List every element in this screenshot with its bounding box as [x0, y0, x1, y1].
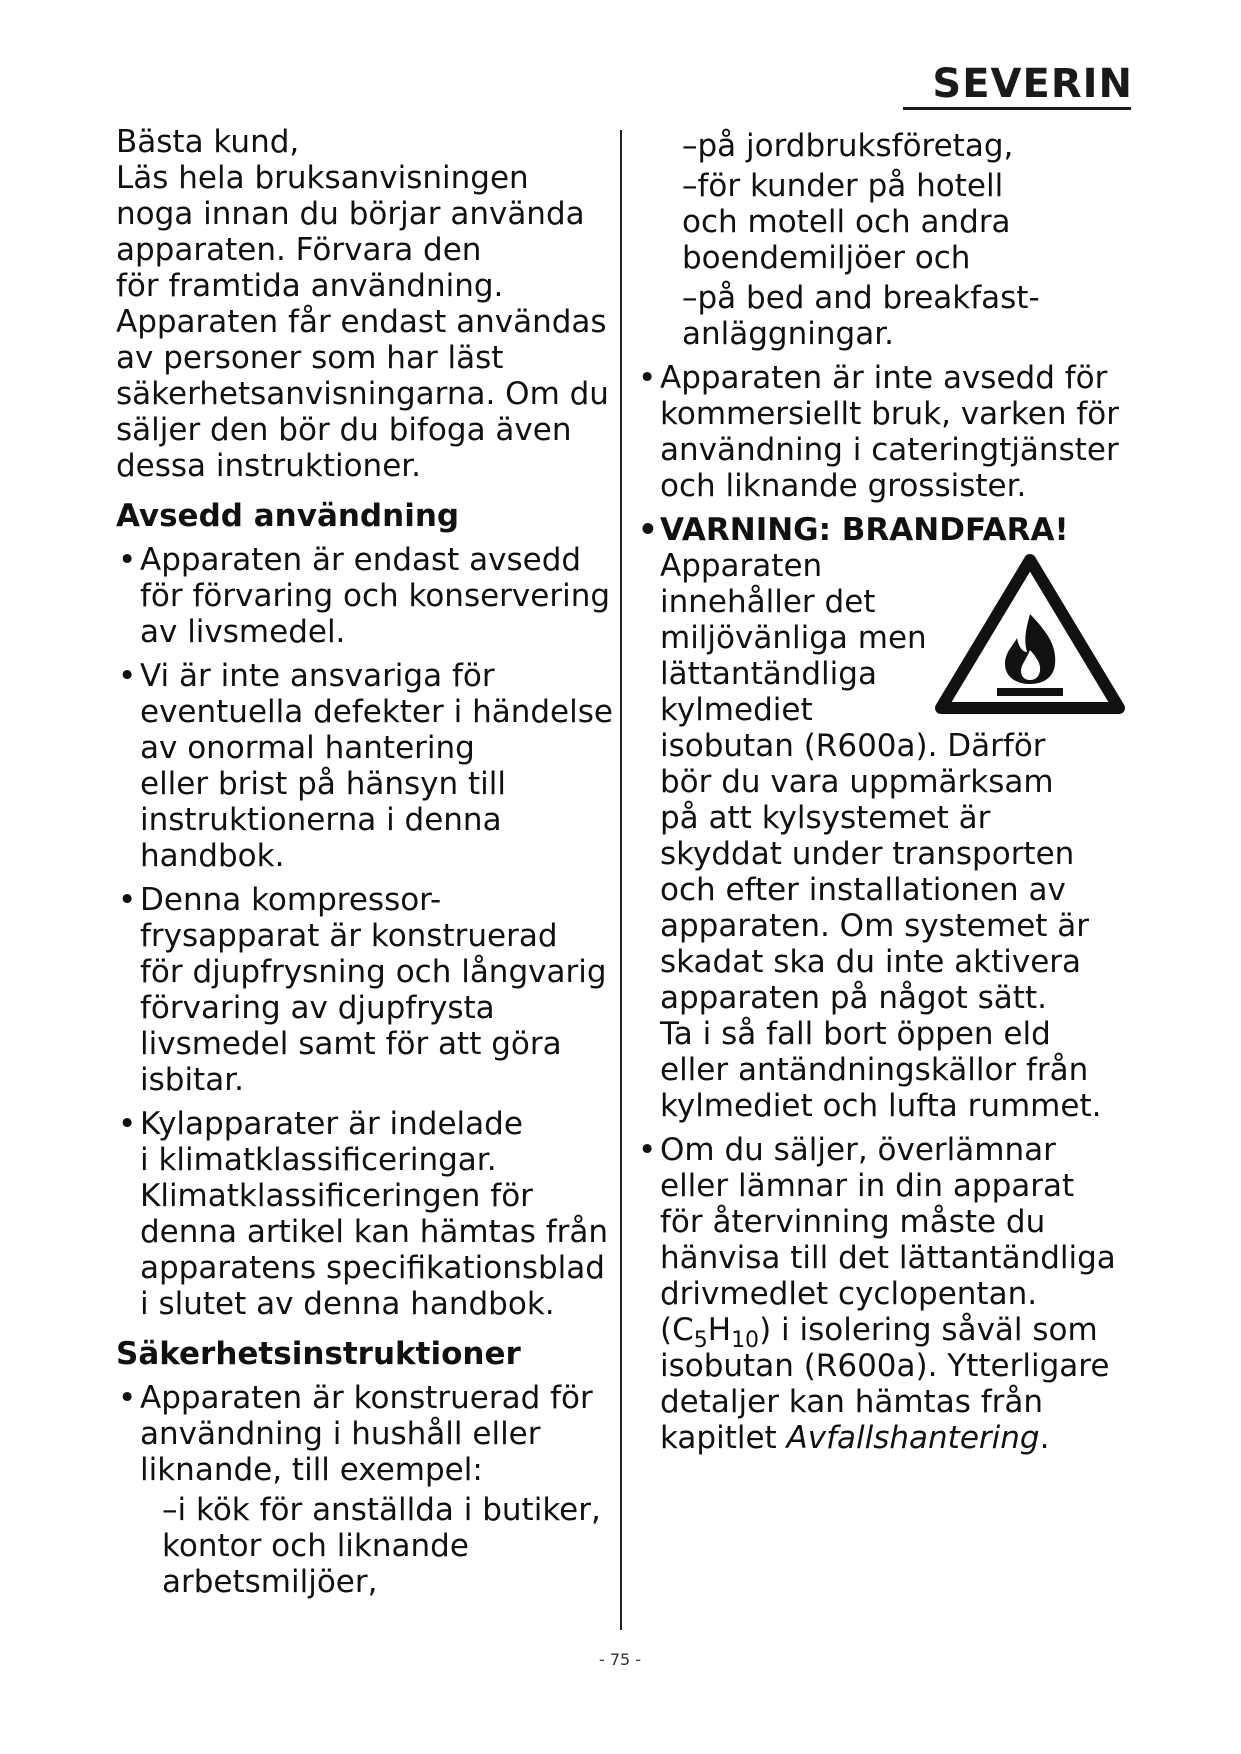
formula-line — [660, 1312, 1140, 1354]
text-line: och liknande grossister. — [660, 468, 1027, 504]
text-line: lättantändliga — [660, 656, 877, 692]
text-line: drivmedlet cyclopentan. — [660, 1276, 1038, 1312]
text-line: apparaten på något sätt. — [660, 980, 1047, 1016]
brand-underline — [903, 107, 1131, 110]
text-line: Ta i så fall bort öppen eld — [660, 1016, 1051, 1052]
text-line: för återvinning måste du — [660, 1204, 1046, 1240]
text-line: förvaring av djupfrysta — [140, 990, 495, 1026]
text-line: av onormal hantering — [140, 730, 475, 766]
formula-h: H — [707, 1312, 732, 1348]
formula-sub-5: 5 — [693, 1328, 708, 1354]
brand-logo: SEVERIN — [932, 61, 1133, 107]
text-line: isobutan (R600a). Ytterligare — [660, 1348, 1110, 1384]
left-column — [116, 124, 616, 1600]
text-line: livsmedel samt för att göra — [140, 1026, 562, 1062]
text-line: kylmediet — [660, 692, 813, 728]
text-line: innehåller det — [660, 584, 876, 620]
text-line: kylmediet och lufta rummet. — [660, 1088, 1102, 1124]
last-line-prefix: kapitlet — [660, 1420, 787, 1456]
warning-title: • VARNING: BRANDFARA! — [660, 512, 1140, 548]
recycling-tail — [660, 1348, 1140, 1420]
text-line: för djupfrysning och långvarig — [140, 954, 607, 990]
bullet-climate-class — [116, 1106, 616, 1322]
text-line: eller lämnar in din apparat — [660, 1168, 1075, 1204]
text-line: i klimatklassificeringar. — [140, 1142, 497, 1178]
chapter-reference: Avfallshantering — [786, 1420, 1040, 1456]
text-line: av personer som har läst — [116, 340, 504, 376]
last-line-suffix: . — [1039, 1420, 1050, 1456]
column-divider — [620, 130, 622, 1630]
text-line: av livsmedel. — [140, 614, 346, 650]
text-line: Läs hela bruksanvisningen — [116, 160, 529, 196]
text-line: instruktionerna i denna — [140, 802, 502, 838]
text-line: användning i hushåll eller — [140, 1416, 541, 1452]
text-line: och efter installationen av — [660, 872, 1066, 908]
bullet-liability — [116, 658, 616, 874]
text-line: noga innan du börjar använda — [116, 196, 585, 232]
text-line: säkerhetsanvisningarna. Om du — [116, 376, 609, 412]
text-line: handbok. — [140, 838, 285, 874]
text-line: hänvisa till det lättantändliga — [660, 1240, 1116, 1276]
text-line: liknande, till exempel: — [140, 1452, 483, 1488]
text-line: –på jordbruksföretag, — [682, 128, 1014, 164]
warning-body — [660, 728, 1140, 1124]
text-line: Klimatklassificeringen för — [140, 1178, 533, 1214]
text-line: säljer den bör du bifoga även — [116, 412, 572, 448]
text-line: denna artikel kan hämtas från — [140, 1214, 608, 1250]
text-line: Apparaten får endast användas — [116, 304, 607, 340]
text-line: Apparaten är inte avsedd för — [660, 360, 1108, 396]
flammable-warning-triangle-icon — [935, 552, 1125, 717]
section-title-intended-use: Avsedd användning — [116, 498, 460, 534]
right-column — [660, 124, 1140, 1456]
text-line: eller antändningskällor från — [660, 1052, 1089, 1088]
text-line: och motell och andra — [682, 204, 1011, 240]
bullet-household-use — [116, 1380, 616, 1488]
text-line: Kylapparater är indelade — [140, 1106, 523, 1142]
text-line: på att kylsystemet är — [660, 800, 991, 836]
bullet-freezer-purpose — [116, 882, 616, 1098]
text-line: apparaten. Förvara den — [116, 232, 482, 268]
text-line: Apparaten är endast avsedd — [140, 542, 582, 578]
page-number: - 75 - — [598, 1650, 642, 1669]
text-line: Om du säljer, överlämnar — [660, 1132, 1056, 1168]
text-line: eller brist på hänsyn till — [140, 766, 506, 802]
text-line: arbetsmiljöer, — [162, 1564, 378, 1600]
sub-item-hotels — [660, 168, 1140, 276]
text-line: frysapparat är konstruerad — [140, 918, 558, 954]
warning-side-text — [660, 548, 930, 728]
text-line: boendemiljöer och — [682, 240, 971, 276]
sub-item-farms — [660, 128, 1140, 164]
text-line: skyddat under transporten — [660, 836, 1075, 872]
text-line: kontor och liknande — [162, 1528, 469, 1564]
sub-item-bed-breakfast — [660, 280, 1140, 352]
text-line: bör du vara uppmärksam — [660, 764, 1054, 800]
intro-paragraph — [116, 160, 616, 484]
text-line: isobutan (R600a). Därför — [660, 728, 1046, 764]
formula-close: ) i isolering såväl som — [759, 1312, 1098, 1348]
warning-block — [660, 548, 1140, 728]
text-line: skadat ska du inte aktivera — [660, 944, 1082, 980]
text-line: apparaten. Om systemet är — [660, 908, 1090, 944]
text-line: –för kunder på hotell — [682, 168, 1004, 204]
text-line: isbitar. — [140, 1062, 244, 1098]
text-line: anläggningar. — [682, 316, 894, 352]
text-line: Apparaten — [660, 548, 823, 584]
text-line: miljövänliga men — [660, 620, 927, 656]
text-line: –i kök för anställda i butiker, — [162, 1492, 601, 1528]
text-line: detaljer kan hämtas från — [660, 1384, 1044, 1420]
text-line: dessa instruktioner. — [116, 448, 422, 484]
section-title-safety: Säkerhetsinstruktioner — [116, 1336, 521, 1372]
formula-open: (C — [660, 1312, 694, 1348]
text-line: Denna kompressor- — [140, 882, 442, 918]
text-line: för framtida användning. — [116, 268, 504, 304]
text-line: –på bed and breakfast- — [682, 280, 1040, 316]
text-line: användning i cateringtjänster — [660, 432, 1119, 468]
text-line: eventuella defekter i händelse — [140, 694, 613, 730]
sub-item-staff-kitchens — [116, 1492, 616, 1600]
formula-sub-10: 10 — [731, 1328, 760, 1354]
text-line: i slutet av denna handbok. — [140, 1286, 555, 1322]
text-line: Apparaten är konstruerad för — [140, 1380, 593, 1416]
text-line: Vi är inte ansvariga för — [140, 658, 495, 694]
bullet-recycling — [660, 1132, 1140, 1312]
greeting: Bästa kund, — [116, 124, 300, 160]
text-line: kommersiellt bruk, varken för — [660, 396, 1119, 432]
last-line — [660, 1420, 1140, 1456]
bullet-intended-use — [116, 542, 616, 650]
bullet-not-commercial — [660, 360, 1140, 504]
text-line: apparatens specifikationsblad — [140, 1250, 605, 1286]
text-line: för förvaring och konservering — [140, 578, 611, 614]
